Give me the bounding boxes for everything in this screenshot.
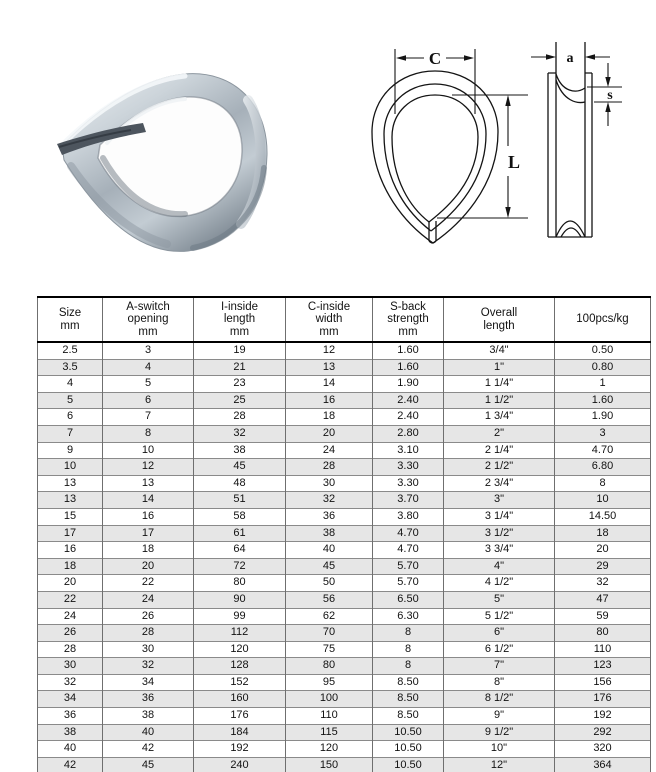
- spec-cell: 5.70: [373, 575, 444, 592]
- spec-cell: 128: [194, 658, 286, 675]
- spec-cell: 36: [103, 691, 194, 708]
- spec-cell: 8.50: [373, 708, 444, 725]
- spec-cell: 40: [38, 741, 103, 758]
- spec-cell: 17: [38, 525, 103, 542]
- spec-row: [38, 674, 651, 691]
- spec-cell: 61: [194, 525, 286, 542]
- spec-cell: 80: [286, 658, 373, 675]
- spec-cell: 3 3/4": [444, 542, 555, 559]
- spec-cell: 59: [555, 608, 651, 625]
- spec-cell: 1.90: [555, 409, 651, 426]
- spec-cell: 20: [38, 575, 103, 592]
- spec-cell: 45: [286, 558, 373, 575]
- spec-cell: 38: [286, 525, 373, 542]
- spec-cell: 1": [444, 359, 555, 376]
- spec-cell: 25: [194, 392, 286, 409]
- spec-cell: 6.80: [555, 459, 651, 476]
- spec-cell: 32: [103, 658, 194, 675]
- spec-cell: 14: [286, 376, 373, 393]
- spec-cell: 292: [555, 724, 651, 741]
- spec-cell: 160: [194, 691, 286, 708]
- spec-cell: 4 1/2": [444, 575, 555, 592]
- spec-cell: 10": [444, 741, 555, 758]
- spec-cell: 28: [103, 625, 194, 642]
- spec-row: [38, 409, 651, 426]
- spec-cell: 18: [555, 525, 651, 542]
- spec-cell: 13: [38, 492, 103, 509]
- spec-cell: 1.60: [373, 359, 444, 376]
- spec-cell: 9: [38, 442, 103, 459]
- spec-cell: 26: [38, 625, 103, 642]
- spec-cell: 184: [194, 724, 286, 741]
- spec-row: [38, 724, 651, 741]
- dim-label-s: s: [607, 88, 613, 103]
- spec-cell: 3.70: [373, 492, 444, 509]
- spec-cell: 58: [194, 508, 286, 525]
- spec-row: [38, 641, 651, 658]
- spec-cell: 20: [555, 542, 651, 559]
- spec-cell: 12: [103, 459, 194, 476]
- spec-cell: 8": [444, 674, 555, 691]
- spec-cell: 32: [38, 674, 103, 691]
- spec-cell: 240: [194, 757, 286, 772]
- spec-row: [38, 658, 651, 675]
- spec-row: [38, 342, 651, 359]
- spec-cell: 120: [286, 741, 373, 758]
- spec-cell: 1 1/4": [444, 376, 555, 393]
- spec-cell: 24: [38, 608, 103, 625]
- spec-cell: 320: [555, 741, 651, 758]
- spec-cell: 4": [444, 558, 555, 575]
- spec-row: [38, 508, 651, 525]
- spec-cell: 4: [103, 359, 194, 376]
- spec-row: [38, 442, 651, 459]
- spec-cell: 192: [194, 741, 286, 758]
- spec-cell: 120: [194, 641, 286, 658]
- spec-cell: 4.70: [373, 525, 444, 542]
- spec-cell: 8.50: [373, 674, 444, 691]
- spec-cell: 47: [555, 591, 651, 608]
- spec-cell: 64: [194, 542, 286, 559]
- col-header-s-back-strength: S-back strength mm: [373, 297, 444, 342]
- spec-cell: 19: [194, 342, 286, 359]
- spec-cell: 0.50: [555, 342, 651, 359]
- spec-cell: 10.50: [373, 724, 444, 741]
- spec-cell: 13: [286, 359, 373, 376]
- spec-cell: 3/4": [444, 342, 555, 359]
- spec-cell: 6.30: [373, 608, 444, 625]
- spec-cell: 10: [555, 492, 651, 509]
- spec-cell: 9 1/2": [444, 724, 555, 741]
- spec-cell: 28: [38, 641, 103, 658]
- spec-cell: 29: [555, 558, 651, 575]
- spec-cell: 75: [286, 641, 373, 658]
- spec-cell: 3.30: [373, 459, 444, 476]
- spec-cell: 7": [444, 658, 555, 675]
- spec-cell: 14.50: [555, 508, 651, 525]
- spec-cell: 80: [555, 625, 651, 642]
- spec-cell: 18: [38, 558, 103, 575]
- spec-row: [38, 359, 651, 376]
- spec-cell: 8: [103, 425, 194, 442]
- spec-cell: 1.60: [555, 392, 651, 409]
- spec-cell: 4.70: [555, 442, 651, 459]
- spec-cell: 10.50: [373, 741, 444, 758]
- spec-cell: 3 1/4": [444, 508, 555, 525]
- product-photo: [35, 48, 290, 253]
- spec-cell: 16: [38, 542, 103, 559]
- spec-cell: 110: [286, 708, 373, 725]
- spec-cell: 24: [286, 442, 373, 459]
- spec-cell: 42: [38, 757, 103, 772]
- spec-cell: 150: [286, 757, 373, 772]
- spec-cell: 8 1/2": [444, 691, 555, 708]
- spec-cell: 12: [286, 342, 373, 359]
- spec-cell: 112: [194, 625, 286, 642]
- spec-cell: 28: [286, 459, 373, 476]
- spec-cell: 176: [555, 691, 651, 708]
- spec-cell: 2.5: [38, 342, 103, 359]
- dim-label-a: a: [566, 51, 574, 66]
- dimension-drawing: [360, 18, 656, 268]
- spec-cell: 30: [38, 658, 103, 675]
- spec-cell: 10: [103, 442, 194, 459]
- spec-cell: 7: [38, 425, 103, 442]
- spec-row: [38, 425, 651, 442]
- spec-cell: 15: [38, 508, 103, 525]
- spec-cell: 38: [194, 442, 286, 459]
- spec-cell: 3.5: [38, 359, 103, 376]
- spec-cell: 14: [103, 492, 194, 509]
- spec-cell: 9": [444, 708, 555, 725]
- spec-row: [38, 392, 651, 409]
- spec-cell: 45: [103, 757, 194, 772]
- spec-cell: 20: [103, 558, 194, 575]
- col-header-size: Size mm: [38, 297, 103, 342]
- spec-cell: 5 1/2": [444, 608, 555, 625]
- spec-cell: 2 1/4": [444, 442, 555, 459]
- spec-cell: 16: [103, 508, 194, 525]
- spec-cell: 36: [38, 708, 103, 725]
- spec-cell: 3": [444, 492, 555, 509]
- spec-cell: 30: [103, 641, 194, 658]
- spec-cell: 1: [555, 376, 651, 393]
- spec-cell: 26: [103, 608, 194, 625]
- spec-cell: 8.50: [373, 691, 444, 708]
- spec-cell: 3.10: [373, 442, 444, 459]
- spec-cell: 34: [103, 674, 194, 691]
- spec-cell: 5": [444, 591, 555, 608]
- spec-table-header: [38, 297, 651, 342]
- spec-cell: 5: [38, 392, 103, 409]
- spec-cell: 123: [555, 658, 651, 675]
- front-view-drawing: [372, 49, 528, 243]
- spec-cell: 100: [286, 691, 373, 708]
- spec-cell: 12": [444, 757, 555, 772]
- spec-cell: 3.30: [373, 475, 444, 492]
- spec-cell: 2.80: [373, 425, 444, 442]
- spec-row: [38, 625, 651, 642]
- spec-row: [38, 459, 651, 476]
- spec-cell: 115: [286, 724, 373, 741]
- spec-cell: 3 1/2": [444, 525, 555, 542]
- spec-cell: 70: [286, 625, 373, 642]
- spec-cell: 56: [286, 591, 373, 608]
- spec-cell: 6: [103, 392, 194, 409]
- spec-cell: 28: [194, 409, 286, 426]
- spec-cell: 20: [286, 425, 373, 442]
- spec-cell: 17: [103, 525, 194, 542]
- spec-cell: 30: [286, 475, 373, 492]
- spec-cell: 8: [555, 475, 651, 492]
- spec-cell: 6.50: [373, 591, 444, 608]
- spec-row: [38, 691, 651, 708]
- spec-cell: 50: [286, 575, 373, 592]
- spec-row: [38, 525, 651, 542]
- spec-row: [38, 708, 651, 725]
- spec-cell: 38: [38, 724, 103, 741]
- spec-cell: 99: [194, 608, 286, 625]
- spec-cell: 364: [555, 757, 651, 772]
- spec-cell: 5: [103, 376, 194, 393]
- spec-cell: 21: [194, 359, 286, 376]
- spec-cell: 176: [194, 708, 286, 725]
- spec-cell: 6": [444, 625, 555, 642]
- spec-row: [38, 542, 651, 559]
- spec-row: [38, 575, 651, 592]
- spec-cell: 1.60: [373, 342, 444, 359]
- spec-cell: 48: [194, 475, 286, 492]
- spec-cell: 16: [286, 392, 373, 409]
- spec-cell: 34: [38, 691, 103, 708]
- spec-cell: 18: [103, 542, 194, 559]
- spec-cell: 62: [286, 608, 373, 625]
- spec-table: [37, 296, 651, 772]
- spec-row: [38, 475, 651, 492]
- dim-label-c: C: [428, 49, 442, 68]
- col-header-c-inside-width: C-inside width mm: [286, 297, 373, 342]
- spec-table-body: [38, 342, 651, 772]
- spec-cell: 10: [38, 459, 103, 476]
- spec-cell: 23: [194, 376, 286, 393]
- spec-cell: 7: [103, 409, 194, 426]
- col-header-overall-length: Overall length: [444, 297, 555, 342]
- spec-cell: 1.90: [373, 376, 444, 393]
- spec-cell: 90: [194, 591, 286, 608]
- spec-cell: 2.40: [373, 392, 444, 409]
- spec-cell: 45: [194, 459, 286, 476]
- spec-cell: 32: [555, 575, 651, 592]
- spec-cell: 192: [555, 708, 651, 725]
- spec-cell: 110: [555, 641, 651, 658]
- spec-row: [38, 376, 651, 393]
- spec-cell: 32: [286, 492, 373, 509]
- spec-cell: 38: [103, 708, 194, 725]
- dim-label-l: L: [507, 152, 521, 172]
- col-header-100pcs-kg: 100pcs/kg: [555, 297, 651, 342]
- spec-cell: 2.40: [373, 409, 444, 426]
- spec-cell: 3.80: [373, 508, 444, 525]
- spec-cell: 3: [555, 425, 651, 442]
- spec-cell: 152: [194, 674, 286, 691]
- spec-cell: 4.70: [373, 542, 444, 559]
- spec-cell: 156: [555, 674, 651, 691]
- spec-cell: 8: [373, 658, 444, 675]
- thimble-photo-shape: [57, 74, 267, 252]
- spec-row: [38, 608, 651, 625]
- side-view-drawing: [531, 42, 622, 237]
- spec-cell: 40: [103, 724, 194, 741]
- spec-cell: 24: [103, 591, 194, 608]
- spec-cell: 13: [103, 475, 194, 492]
- spec-cell: 95: [286, 674, 373, 691]
- spec-cell: 2 3/4": [444, 475, 555, 492]
- spec-cell: 22: [38, 591, 103, 608]
- spec-cell: 2 1/2": [444, 459, 555, 476]
- spec-cell: 8: [373, 625, 444, 642]
- spec-cell: 36: [286, 508, 373, 525]
- spec-cell: 18: [286, 409, 373, 426]
- spec-cell: 42: [103, 741, 194, 758]
- spec-row: [38, 741, 651, 758]
- spec-cell: 1 1/2": [444, 392, 555, 409]
- spec-cell: 40: [286, 542, 373, 559]
- spec-cell: 4: [38, 376, 103, 393]
- spec-cell: 2": [444, 425, 555, 442]
- spec-cell: 5.70: [373, 558, 444, 575]
- spec-cell: 0.80: [555, 359, 651, 376]
- spec-row: [38, 558, 651, 575]
- spec-cell: 80: [194, 575, 286, 592]
- col-header-i-inside-length: I-inside length mm: [194, 297, 286, 342]
- spec-cell: 72: [194, 558, 286, 575]
- spec-cell: 10.50: [373, 757, 444, 772]
- spec-cell: 6: [38, 409, 103, 426]
- spec-cell: 6 1/2": [444, 641, 555, 658]
- spec-row: [38, 492, 651, 509]
- spec-cell: 32: [194, 425, 286, 442]
- spec-cell: 51: [194, 492, 286, 509]
- spec-cell: 3: [103, 342, 194, 359]
- spec-cell: 8: [373, 641, 444, 658]
- spec-cell: 22: [103, 575, 194, 592]
- spec-row: [38, 757, 651, 772]
- spec-cell: 13: [38, 475, 103, 492]
- col-header-a-switch-opening: A-switch opening mm: [103, 297, 194, 342]
- spec-cell: 1 3/4": [444, 409, 555, 426]
- spec-row: [38, 591, 651, 608]
